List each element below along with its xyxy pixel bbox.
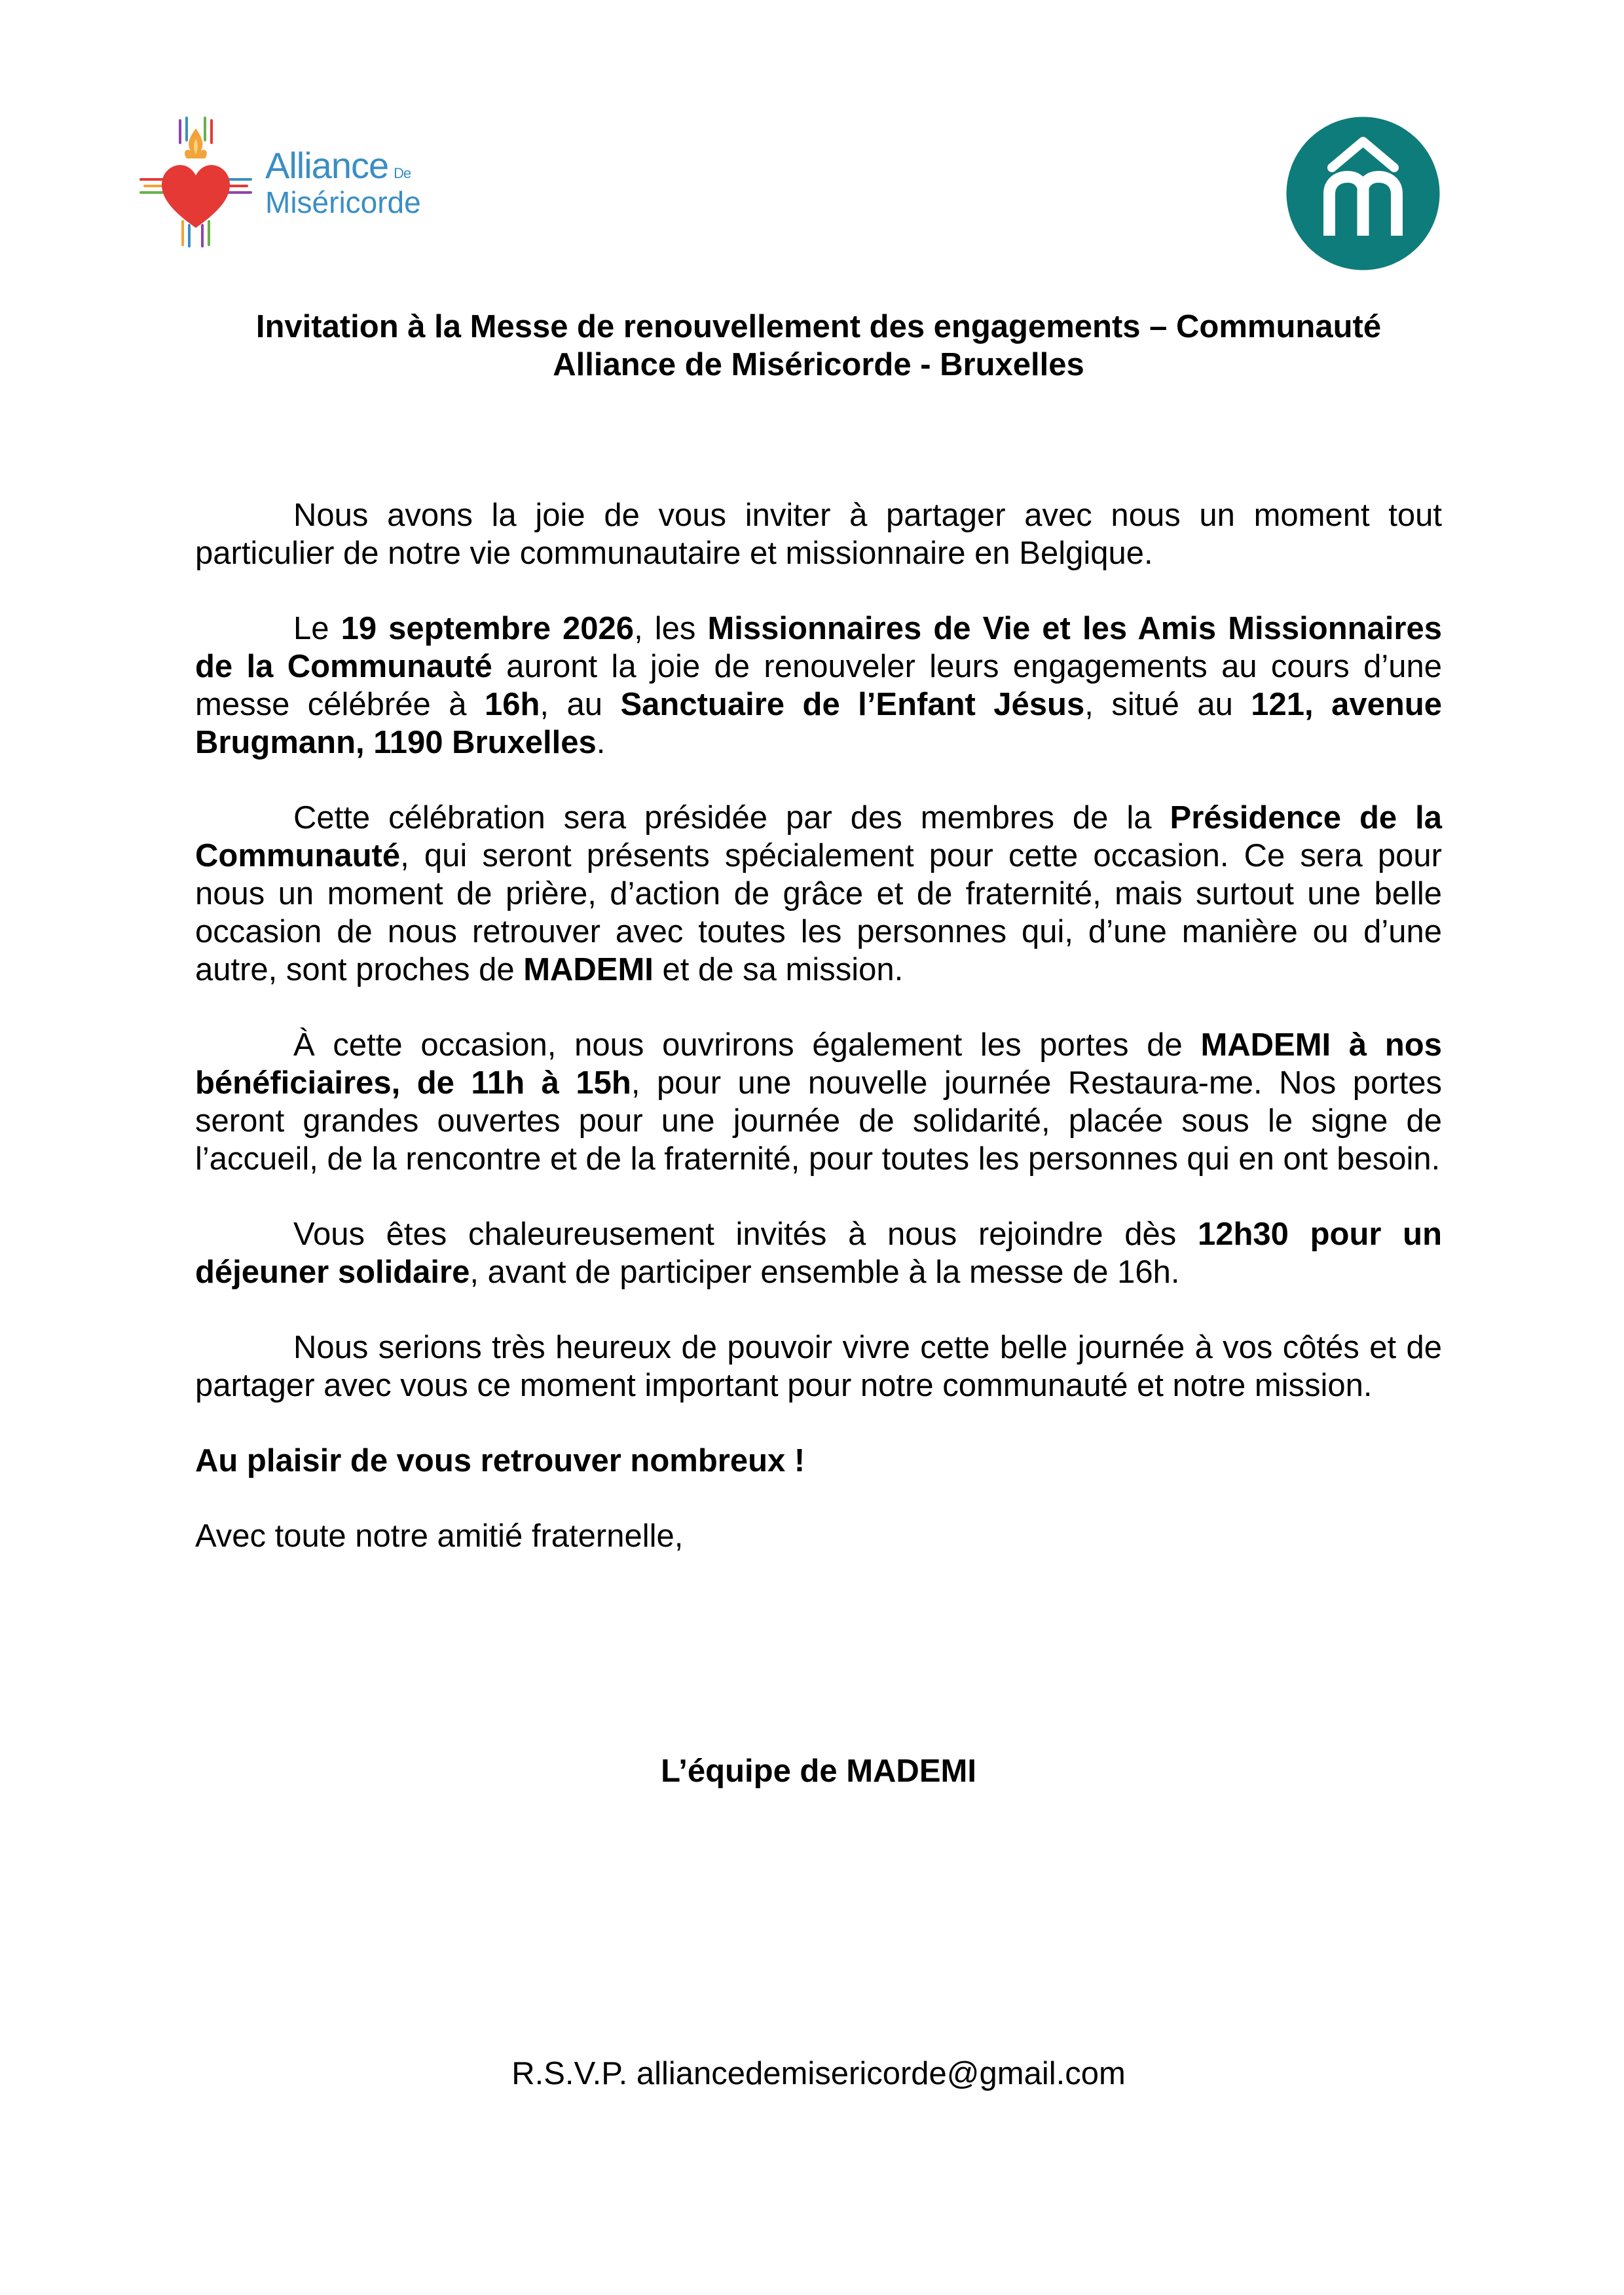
brand-name-line1: Alliance De xyxy=(265,145,411,186)
alliance-logo xyxy=(134,117,435,248)
paragraph-1: Nous avons la joie de vous inviter à partager avec nous un moment tout particulier de notre vie communautaire et missionnaire en Belgique. xyxy=(195,498,1442,571)
signature: L’équipe de MADEMI xyxy=(661,1753,976,1789)
title-line1: Invitation à la Messe de renouvellement des engagements – Communauté xyxy=(255,309,1382,344)
paragraph-6: Nous serions très heureux de pouvoir vivre cette belle journée à vos côtés et de partager avec vous ce moment important pour notre communauté et notre mission. xyxy=(195,1330,1442,1403)
closing-exclamation: Au plaisir de vous retrouver nombreux ! xyxy=(195,1443,805,1478)
closing-salutation: Avec toute notre amitié fraternelle, xyxy=(195,1518,684,1554)
brand-name-de: De xyxy=(394,165,411,181)
paragraph-5: Vous êtes chaleureusement invités à nous rejoindre dès 12h30 pour un déjeuner solidaire, avant de participer ensemble à la messe de 16h. xyxy=(195,1217,1442,1290)
document-title xyxy=(196,308,1441,384)
rsvp-line: R.S.V.P. alliancedemisericorde@gmail.com xyxy=(511,2056,1126,2091)
paragraph-3: Cette célébration sera présidée par des membres de la Présidence de la Communauté, qui seront présents spécialement pour cette occasion. Ce sera pour nous un moment de prière, d’action de grâce et de fraternité, mais surtout une belle occasion de nous retrouver avec toutes les personnes qui, d’une manière ou d’une autre, sont proches de MADEMI et de sa mission. xyxy=(195,800,1442,987)
paragraph-4: À cette occasion, nous ouvrirons également les portes de MADEMI à nos bénéficiaires, de 11h à 15h, pour une nouvelle journée Restaura-me. Nos portes seront grandes ouvertes pour une journée de solidarité, placée sous le signe de l’accueil, de la rencontre et de la fraternité, pour toutes les personnes qui en ont besoin. xyxy=(195,1027,1442,1177)
paragraph-2: Le 19 septembre 2026, les Missionnaires de Vie et les Amis Missionnaires de la Communauté auront la joie de renouveler leurs engagements au cours d’une messe célébrée à 16h, au Sanctuaire de l’Enfant Jésus, situé au 121, avenue Brugmann, 1190 Bruxelles. xyxy=(195,611,1443,760)
brand-name-line2: Miséricorde xyxy=(265,185,421,219)
letter-body xyxy=(195,496,1442,1592)
mademi-logo xyxy=(1286,117,1440,270)
m-with-roof-icon xyxy=(1286,117,1440,270)
heart-flame-icon xyxy=(134,117,265,248)
title-line2: Alliance de Miséricorde - Bruxelles xyxy=(553,347,1084,382)
